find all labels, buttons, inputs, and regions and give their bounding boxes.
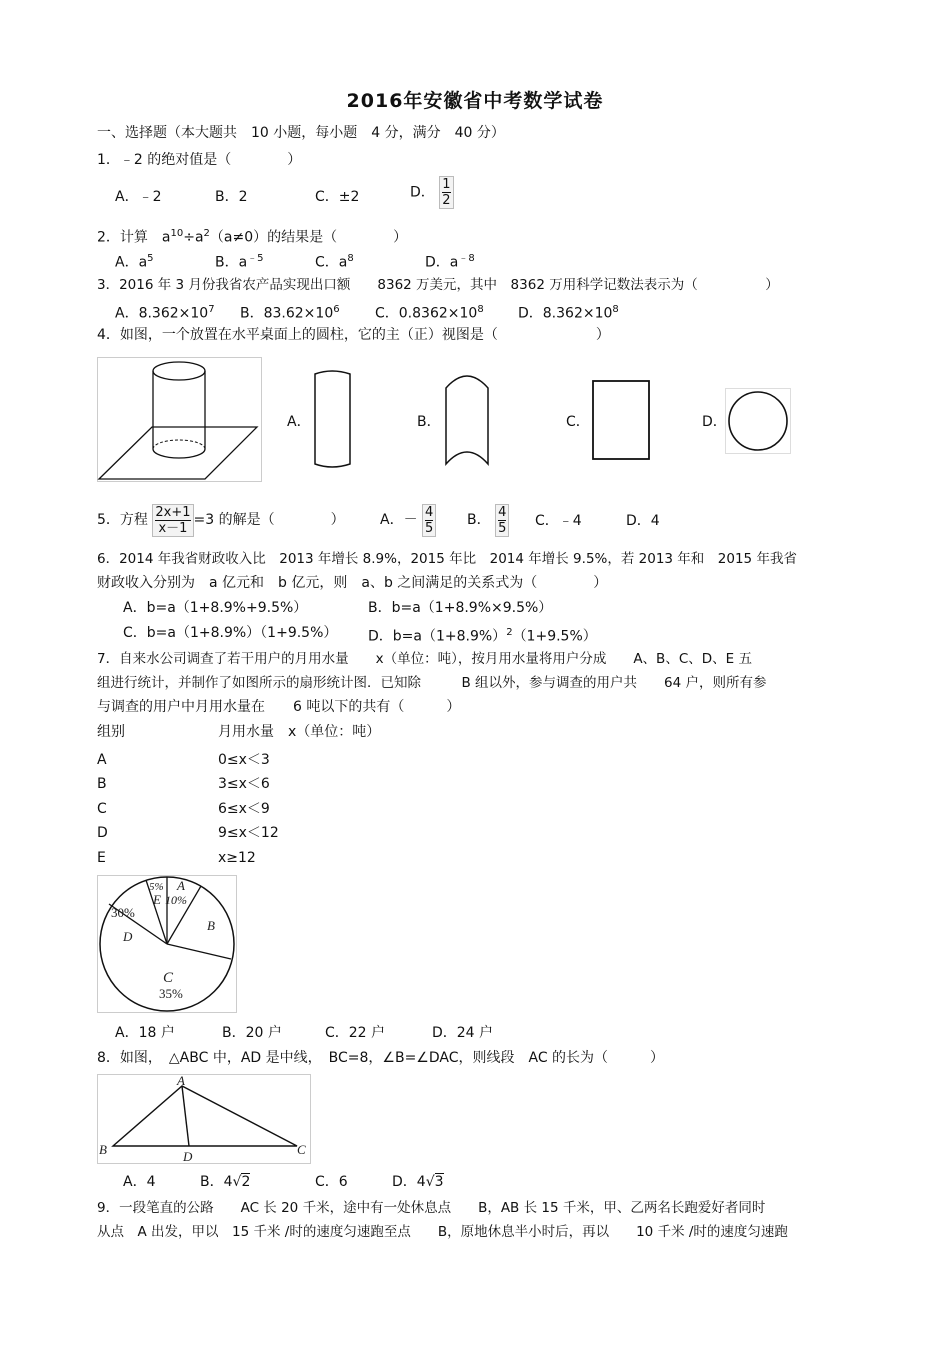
q3-c-base: C．0.8362×10 — [375, 305, 478, 322]
pie-label-d-percent: 30% — [111, 905, 135, 920]
q2-b-base: B．a — [215, 254, 248, 271]
q5-b-label: B． — [467, 512, 491, 528]
pie-label-b: B — [207, 918, 215, 933]
q4-option-b-label: B． — [417, 414, 441, 430]
q7-table-group: C — [97, 801, 107, 817]
q7-option-b: B．20 户 — [222, 1025, 282, 1041]
q3-stem: 3．2016 年 3 月份我省农产品实现出口额 8362 万美元，其中 8362 万用科学记数法表示为（ ） — [97, 277, 779, 293]
q2-stem-part: 2．计算 a — [97, 229, 171, 246]
q8-stem: 8．如图， △ABC 中，AD 是中线， BC=8，∠B=∠DAC，则线段 AC 的长为（ ） — [97, 1050, 665, 1066]
q2-a-exp: 5 — [147, 253, 154, 264]
q5-b-fraction — [495, 504, 509, 537]
q2-b-exp: ﹣5 — [247, 253, 264, 264]
q6-option-b: B．b=a（1+8.9%×9.5%） — [368, 600, 553, 616]
q6-option-c: C．b=a（1+8.9%）（1+9.5%） — [123, 625, 338, 641]
q3-a-exp: 7 — [208, 304, 215, 315]
q8-b-coef: B．4 — [200, 1174, 233, 1190]
q5-equation-fraction — [152, 504, 193, 537]
q2-stem-exp: 10 — [170, 228, 184, 239]
fraction-numerator: 4 — [498, 504, 507, 520]
q4-option-a-shape — [310, 370, 355, 470]
q3-c-exp: 8 — [477, 304, 484, 315]
pie-label-d: D — [123, 929, 133, 944]
q9-line-2: 从点 A 出发，甲以 15 千米 /时的速度匀速跑至点 B，原地休息半小时后，再以 10 千米 /时的速度匀速跑 — [97, 1224, 788, 1240]
fraction-numerator: 2x+1 — [155, 504, 191, 520]
q7-table-header-group: 组别 — [97, 724, 125, 740]
q6-line-1: 6．2014 年我省财政收入比 2013 年增长 8.9%，2015 年比 2014 年增长 9.5%，若 2013 年和 2015 年我省 — [97, 551, 797, 567]
q7-table-range: 6≤x＜9 — [218, 801, 270, 817]
q8-d-coef: D．4 — [392, 1174, 426, 1190]
q7-table-group: A — [97, 752, 107, 768]
sqrt-icon: √ — [425, 1174, 435, 1190]
q3-b-base: B．83.62×10 — [240, 305, 334, 322]
q1-option-b: B．2 — [215, 189, 248, 205]
pie-label-e-percent: 5% — [149, 881, 164, 893]
q4-stem: 4．如图，一个放置在水平桌面上的圆柱，它的主（正）视图是（ ） — [97, 327, 610, 343]
q8-option-c: C．6 — [315, 1174, 348, 1190]
fraction-numerator: 4 — [425, 504, 434, 520]
pie-label-a: A — [177, 878, 185, 893]
q1-option-d-label: D． — [410, 184, 435, 201]
q2-c-exp: 8 — [347, 253, 354, 264]
q2-stem-exp: 2 — [203, 228, 210, 239]
q6-line-2: 财政收入分别为 a 亿元和 b 亿元，则 a、b 之间满足的关系式为（ ） — [97, 575, 608, 591]
q6-d-base: D．b=a（1+8.9%） — [368, 628, 507, 645]
q5-option-d: D．4 — [626, 513, 660, 529]
q7-line-1: 7．自来水公司调查了若干用户的月用水量 x（单位：吨），按月用水量将用户分成 A、B、C、D、E 五 — [97, 651, 752, 667]
q8-triangle-figure — [97, 1074, 311, 1164]
section-heading: 一、选择题（本大题共 10 小题，每小题 4 分，满分 40 分） — [97, 125, 505, 141]
q4-option-b-shape — [442, 372, 492, 470]
vertex-label-b: B — [99, 1142, 107, 1157]
q8-option-b — [200, 1172, 250, 1192]
q4-option-d-shape — [725, 388, 791, 454]
q2-option-d — [425, 249, 475, 273]
fraction-denominator: x－1 — [158, 520, 188, 536]
vertex-label-c: C — [297, 1142, 306, 1157]
fraction-denominator: 2 — [442, 193, 451, 208]
q7-table-group: E — [97, 850, 106, 866]
fraction-denominator: 5 — [425, 520, 434, 536]
q4-option-d-label: D． — [702, 414, 727, 430]
pie-label-a-percent: 10% — [165, 893, 187, 907]
q5-a-fraction — [422, 504, 436, 537]
q7-pie-chart — [97, 875, 237, 1013]
q4-option-c-label: C． — [566, 414, 590, 430]
vertex-label-a: A — [177, 1074, 185, 1088]
q3-option-a — [115, 300, 215, 324]
q2-option-c — [315, 249, 354, 273]
q1-option-c: C．±2 — [315, 189, 360, 205]
q4-option-c-shape — [590, 378, 652, 462]
q2-a-base: A．a — [115, 254, 148, 271]
q7-table-range: 3≤x＜6 — [218, 776, 270, 792]
q3-d-base: D．8.362×10 — [518, 305, 613, 322]
q5-stem-label: 5．方程 — [97, 512, 148, 528]
q7-table-group: B — [97, 776, 107, 792]
sqrt-icon: √ — [232, 1174, 242, 1190]
q3-option-c — [375, 300, 484, 324]
q8-b-radicand: 2 — [241, 1174, 251, 1190]
q2-stem — [97, 224, 407, 248]
q3-option-d — [518, 300, 619, 324]
q6-d-exp: 2 — [506, 627, 513, 638]
q1-option-d-fraction — [439, 176, 453, 209]
q8-option-a: A．4 — [123, 1174, 156, 1190]
q5-option-c: C．﹣4 — [535, 513, 582, 529]
q2-d-base: D．a — [425, 254, 459, 271]
pie-label-c: C — [163, 970, 174, 986]
q1-option-a: A．﹣2 — [115, 189, 162, 205]
q2-c-base: C．a — [315, 254, 348, 271]
q3-option-b — [240, 300, 340, 324]
q7-line-2: 组进行统计，并制作了如图所示的扇形统计图．已知除 B 组以外，参与调查的用户共 64 户，则所有参 — [97, 675, 767, 691]
q1-option-d — [410, 176, 454, 209]
pie-label-e: E — [153, 892, 161, 907]
q2-d-exp: ﹣8 — [458, 253, 475, 264]
q7-table-header-range: 月用水量 x（单位：吨） — [218, 724, 381, 740]
q4-option-a-label: A． — [287, 414, 311, 430]
q7-table-group: D — [97, 825, 108, 841]
q6-d-tail: （1+9.5%） — [512, 628, 597, 645]
q7-table-range: 9≤x＜12 — [218, 825, 279, 841]
q2-stem-part: ÷a — [183, 229, 204, 246]
q5-option-a — [380, 500, 436, 540]
q5-option-b — [467, 500, 509, 540]
fraction-numerator: 1 — [442, 177, 451, 192]
q7-line-3: 与调查的用户中月用水量在 6 吨以下的共有（ ） — [97, 699, 461, 715]
q2-stem-part: （a≠0）的结果是（ ） — [209, 229, 408, 246]
q2-option-a — [115, 249, 154, 273]
q4-cylinder-figure — [97, 357, 262, 482]
q5-stem-tail: =3 的解是（ ） — [193, 512, 345, 528]
q3-b-exp: 6 — [333, 304, 340, 315]
q7-table-range: x≥12 — [218, 850, 256, 866]
q7-option-d: D．24 户 — [432, 1025, 494, 1041]
q6-option-d — [368, 623, 597, 647]
pie-label-c-percent: 35% — [159, 986, 183, 1001]
q7-table-range: 0≤x＜3 — [218, 752, 270, 768]
q1-stem: 1．﹣2 的绝对值是（ ） — [97, 152, 302, 168]
q7-option-a: A．18 户 — [115, 1025, 175, 1041]
q5-a-label: A．－ — [380, 512, 418, 528]
fraction-denominator: 5 — [498, 520, 507, 536]
q5-stem — [97, 500, 345, 540]
q6-option-a: A．b=a（1+8.9%+9.5%） — [123, 600, 308, 616]
q3-a-base: A．8.362×10 — [115, 305, 209, 322]
q2-option-b — [215, 249, 264, 273]
q3-d-exp: 8 — [612, 304, 619, 315]
q9-line-1: 9．一段笔直的公路 AC 长 20 千米，途中有一处休息点 B，AB 长 15 千米，甲、乙两名长跑爱好者同时 — [97, 1200, 766, 1216]
q7-option-c: C．22 户 — [325, 1025, 386, 1041]
vertex-label-d: D — [183, 1149, 193, 1164]
q8-option-d — [392, 1172, 444, 1192]
q8-d-radicand: 3 — [434, 1174, 444, 1190]
page-title: 2016年安徽省中考数学试卷 — [346, 90, 604, 112]
